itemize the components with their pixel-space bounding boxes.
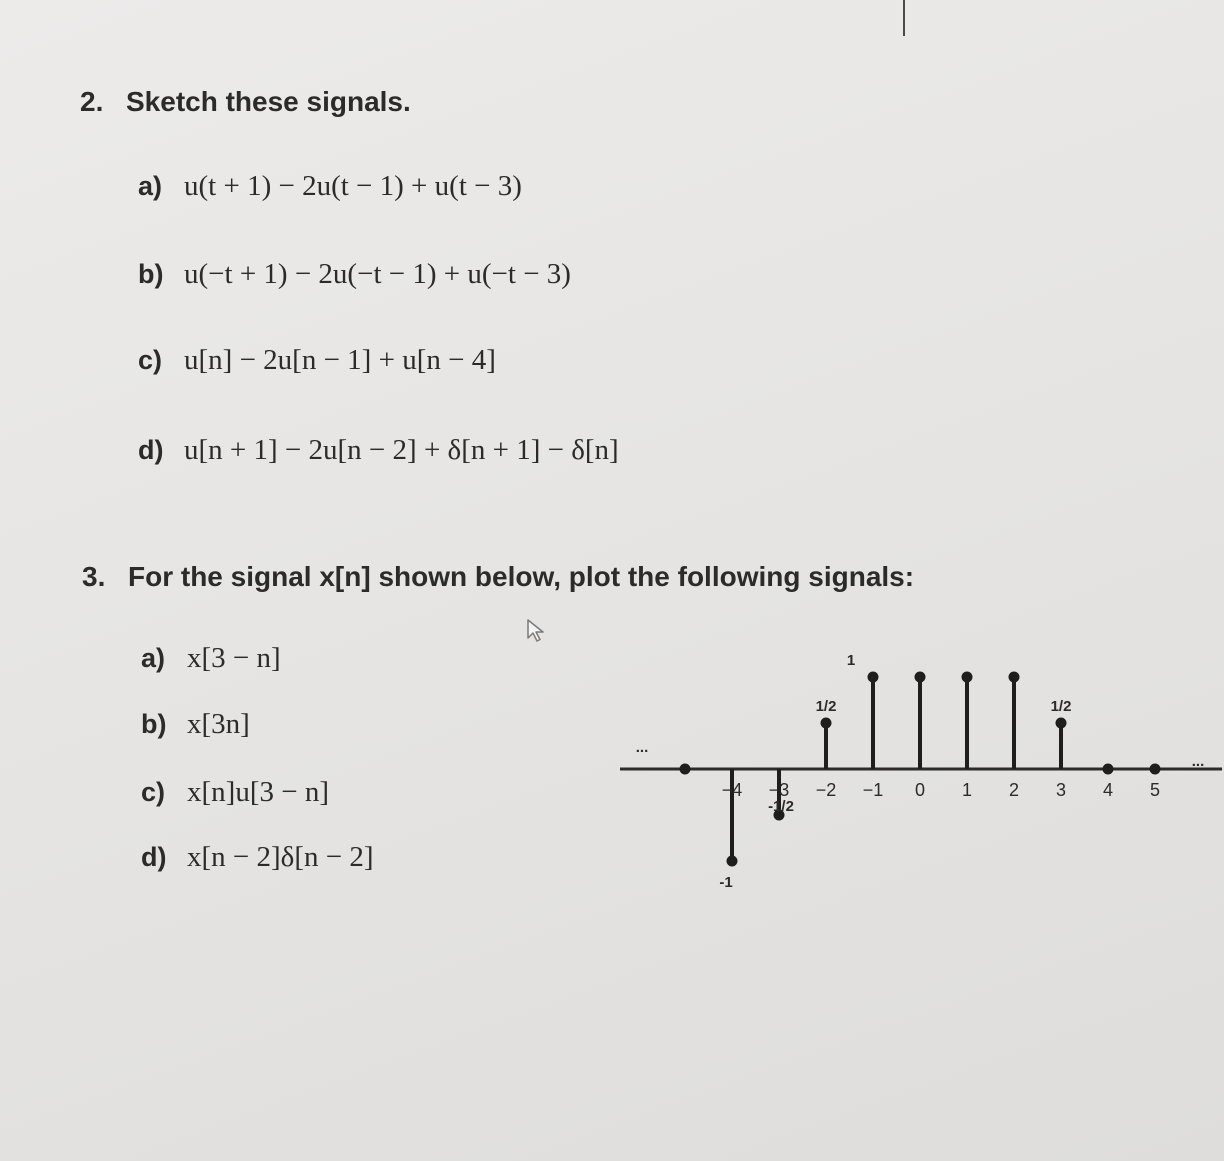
question-3-title: For the signal x[n] shown below, plot the following signals: bbox=[128, 561, 915, 592]
stem-marker bbox=[1150, 764, 1161, 775]
question-3-number: 3. bbox=[82, 561, 106, 592]
stem-marker bbox=[1056, 718, 1067, 729]
q2-part-c-label: c) bbox=[138, 345, 163, 375]
value-label: 1/2 bbox=[1050, 698, 1072, 715]
q2-part-a-expression: u(t + 1) − 2u(t − 1) + u(t − 3) bbox=[184, 170, 522, 202]
stem-marker bbox=[915, 672, 926, 683]
value-label: -1/2 bbox=[768, 798, 794, 815]
stem-marker bbox=[868, 672, 879, 683]
question-2-title: Sketch these signals. bbox=[126, 86, 411, 117]
x-tick-label: −1 bbox=[862, 780, 884, 800]
q3-part-c-label: c) bbox=[141, 777, 166, 807]
q3-part-a-label: a) bbox=[141, 643, 166, 673]
x-tick-label: 4 bbox=[1102, 780, 1114, 800]
q3-part-b-expression: x[3n] bbox=[187, 708, 250, 740]
x-tick-label: 3 bbox=[1055, 780, 1067, 800]
value-label: 1/2 bbox=[815, 698, 837, 715]
q2-part-d-expression: u[n + 1] − 2u[n − 2] + δ[n + 1] − δ[n] bbox=[184, 434, 619, 466]
value-label: 1 bbox=[846, 652, 856, 669]
q3-part-b-label: b) bbox=[141, 709, 167, 739]
x-tick-label: 2 bbox=[1008, 780, 1020, 800]
stem-marker bbox=[727, 856, 738, 867]
q3-part-d-expression: x[n − 2]δ[n − 2] bbox=[187, 841, 374, 873]
left-ellipsis: ... bbox=[635, 739, 649, 756]
x-tick-label: 5 bbox=[1149, 780, 1161, 800]
stem-marker bbox=[962, 672, 973, 683]
plot-layer bbox=[620, 652, 1222, 891]
x-tick-label: 0 bbox=[914, 780, 926, 800]
question-2-number: 2. bbox=[80, 86, 104, 117]
q2-part-b-expression: u(−t + 1) − 2u(−t − 1) + u(−t − 3) bbox=[184, 258, 571, 290]
stem-marker bbox=[1103, 764, 1114, 775]
q2-part-b-label: b) bbox=[138, 259, 164, 289]
q2-part-a-label: a) bbox=[138, 171, 163, 201]
q2-part-c-expression: u[n] − 2u[n − 1] + u[n − 4] bbox=[184, 344, 496, 376]
stem-marker bbox=[1009, 672, 1020, 683]
right-ellipsis: ... bbox=[1191, 753, 1205, 770]
q3-part-c-expression: x[n]u[3 − n] bbox=[187, 776, 329, 808]
x-tick-label: −4 bbox=[721, 780, 743, 800]
q2-part-d-label: d) bbox=[138, 435, 164, 465]
x-tick-label: −3 bbox=[768, 780, 790, 800]
value-label: -1 bbox=[719, 874, 733, 891]
q3-part-a-expression: x[3 − n] bbox=[187, 642, 281, 674]
x-tick-label: −2 bbox=[815, 780, 837, 800]
x-tick-label: 1 bbox=[961, 780, 973, 800]
stem-marker bbox=[821, 718, 832, 729]
stem-marker bbox=[680, 764, 691, 775]
q3-part-d-label: d) bbox=[141, 842, 167, 872]
